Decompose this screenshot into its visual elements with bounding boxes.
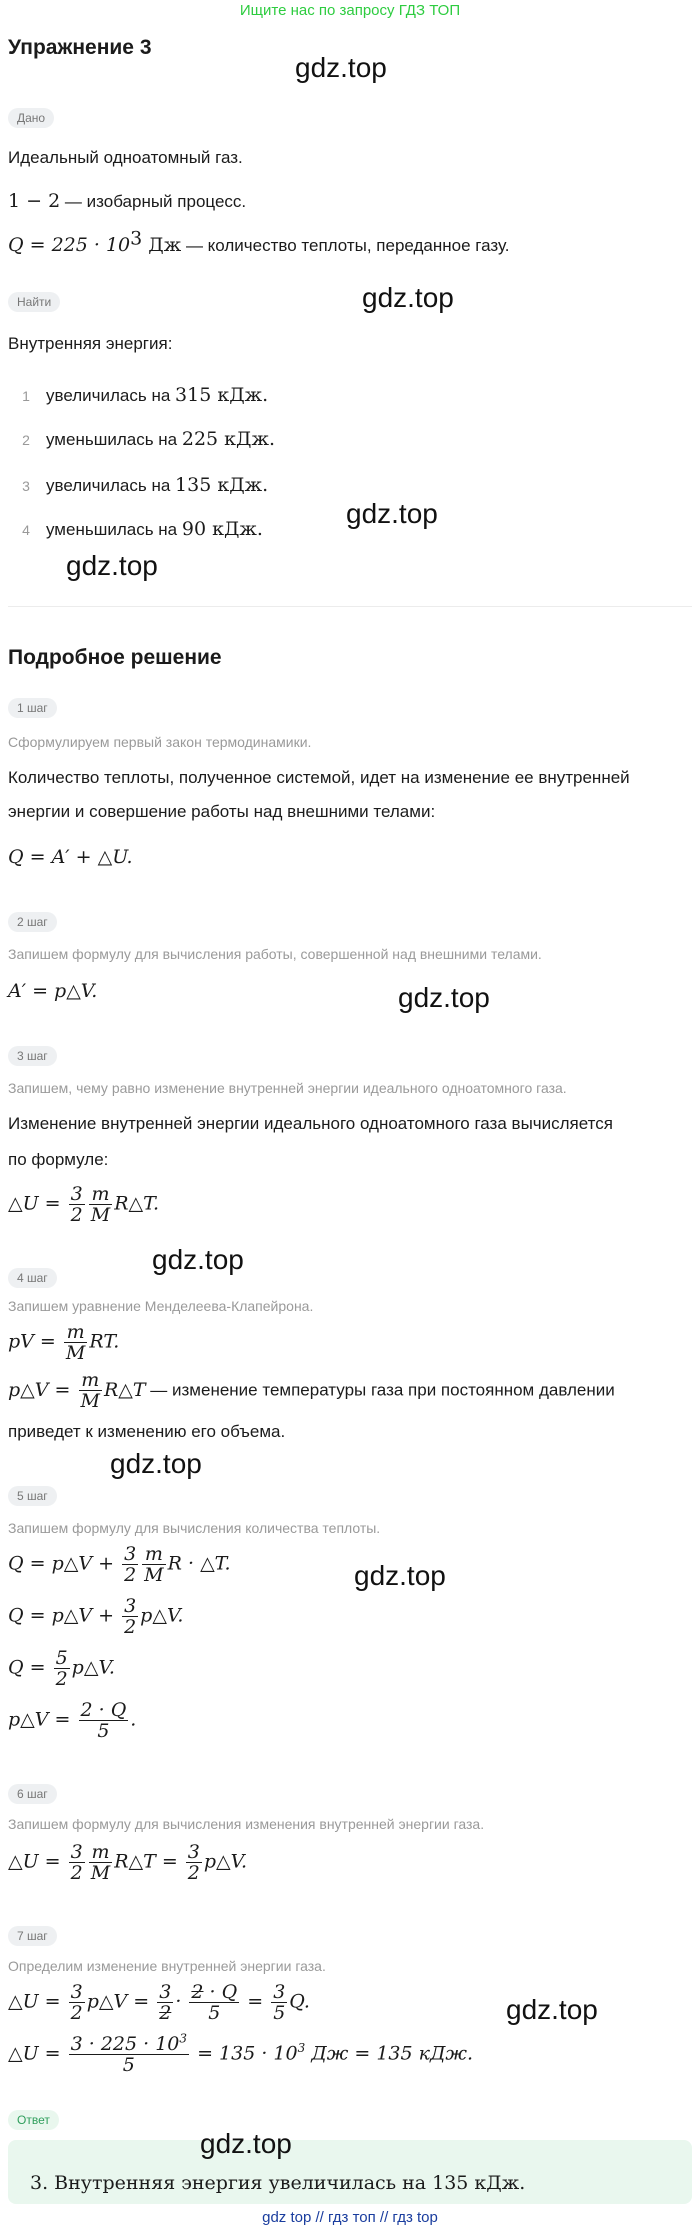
watermark: gdz.top <box>152 1244 244 1275</box>
given-line-3-text: — количество теплоты, переданное газу. <box>185 236 510 255</box>
answer-text: 3. Внутренняя энергия увеличилась на 135 кДж. <box>30 2172 526 2194</box>
option-3: 3 увеличилась на 135 кДж. <box>22 474 269 496</box>
step-7-result: Дж = 135 кДж. <box>305 2042 474 2065</box>
step-6-formula: △U = $\frac{3}{2}$ $\frac{m}{M}$ R△T = $\frac{3}{2}$ p△V. <box>8 1841 248 1884</box>
watermark: gdz.top <box>295 52 387 83</box>
option-2: 2 уменьшилась на 225 кДж. <box>22 428 276 450</box>
step-1-text-1: Количество теплоты, полученное системой, идет на изменение ее внутренней <box>8 768 630 787</box>
step-7-formula-2: △U = $\frac{3 \cdot 225 \cdot 10^3}{5}$ = $135 \cdot 10^3$ Дж = 135 кДж. <box>8 2031 474 2076</box>
watermark: gdz.top <box>362 282 454 313</box>
step-3-formula: △U = $\frac{3}{2}$ $\frac{m}{M}$ R△T. <box>8 1183 160 1226</box>
watermark: gdz.top <box>66 550 158 581</box>
step-4-label: 4 шаг <box>8 1268 57 1288</box>
divider <box>8 606 692 607</box>
step-3-label: 3 шаг <box>8 1046 57 1066</box>
step-3-caption: Запишем, чему равно изменение внутренней энергии идеального одноатомного газа. <box>8 1080 567 1096</box>
given-line-1: Идеальный одноатомный газ. <box>8 148 243 167</box>
given-line-2-math: 1 − 2 <box>8 190 61 212</box>
step-2-label: 2 шаг <box>8 912 57 932</box>
step-5-caption: Запишем формулу для вычисления количества теплоты. <box>8 1520 381 1536</box>
watermark: gdz.top <box>506 1994 598 2025</box>
option-4: 4 уменьшилась на 90 кДж. <box>22 518 263 540</box>
step-4-formula-2: p△V = $\frac{m}{M}$ R△T — изменение температуры газа при постоянном давлении <box>8 1369 615 1412</box>
step-7-formula-1: △U = $\frac{3}{2}$ p△V = $\frac{3}{2}$ · $\frac{2 \cdot Q}{5}$ = $\frac{3}{5}$ Q. <box>8 1981 310 2024</box>
watermark: gdz.top <box>200 2128 292 2159</box>
step-4-text-1: — изменение температуры газа при постоянном давлении <box>150 1380 615 1400</box>
step-6-label: 6 шаг <box>8 1784 57 1804</box>
step-1-formula: Q = A′ + △U. <box>8 846 133 868</box>
step-4-formula-1: pV = $\frac{m}{M}$ RT. <box>8 1321 120 1364</box>
step-5-label: 5 шаг <box>8 1486 57 1506</box>
solution-title: Подробное решение <box>8 646 222 669</box>
footer-links[interactable]: gdz top // гдз топ // гдз top <box>262 2209 438 2226</box>
given-line-2 <box>8 190 246 212</box>
watermark: gdz.top <box>110 1448 202 1479</box>
step-2-caption: Запишем формулу для вычисления работы, совершенной над внешними телами. <box>8 946 542 962</box>
step-6-caption: Запишем формулу для вычисления изменения внутренней энергии газа. <box>8 1816 485 1832</box>
given-line-2-text: — изобарный процесс. <box>64 192 247 211</box>
option-1: 1 увеличилась на 315 кДж. <box>22 384 269 406</box>
given-label: Дано <box>8 108 54 128</box>
page-title: Упражнение 3 <box>8 36 152 59</box>
given-line-3-exp: 3 <box>130 227 143 250</box>
watermark: gdz.top <box>346 498 438 529</box>
step-1-text-2: энергии и совершение работы над внешними телами: <box>8 802 436 821</box>
watermark: gdz.top <box>398 982 490 1013</box>
find-text: Внутренняя энергия: <box>8 334 173 353</box>
step-2-formula: A′ = p△V. <box>8 980 98 1002</box>
find-label: Найти <box>8 292 60 312</box>
watermark: gdz.top <box>354 1560 446 1591</box>
step-1-caption: Сформулируем первый закон термодинамики. <box>8 734 312 750</box>
top-banner[interactable]: Ищите нас по запросу ГДЗ ТОП <box>239 2 461 19</box>
step-5-formula-4: p△V = $\frac{2 \cdot Q}{5}$ . <box>8 1699 137 1742</box>
step-5-formula-3: Q = $\frac{5}{2}$ p△V. <box>8 1647 115 1690</box>
step-3-text-2: по формуле: <box>8 1150 109 1169</box>
step-3-text-1: Изменение внутренней энергии идеального одноатомного газа вычисляется <box>8 1114 613 1133</box>
given-line-3-unit: Дж <box>142 234 182 256</box>
step-5-formula-2: Q = p△V + $\frac{3}{2}$ p△V. <box>8 1595 184 1638</box>
step-7-label: 7 шаг <box>8 1926 57 1946</box>
given-line-3 <box>8 227 510 256</box>
step-4-text-2: приведет к изменению его объема. <box>8 1422 286 1441</box>
step-5-formula-1: Q = p△V + $\frac{3}{2}$ $\frac{m}{M}$ R · △T. <box>8 1543 231 1586</box>
step-1-label: 1 шаг <box>8 698 57 718</box>
answer-label: Ответ <box>8 2110 59 2130</box>
step-7-caption: Определим изменение внутренней энергии газа. <box>8 1958 326 1974</box>
step-4-caption: Запишем уравнение Менделеева-Клапейрона. <box>8 1298 314 1314</box>
given-line-3-math: Q = 225 · 10 <box>8 234 131 256</box>
